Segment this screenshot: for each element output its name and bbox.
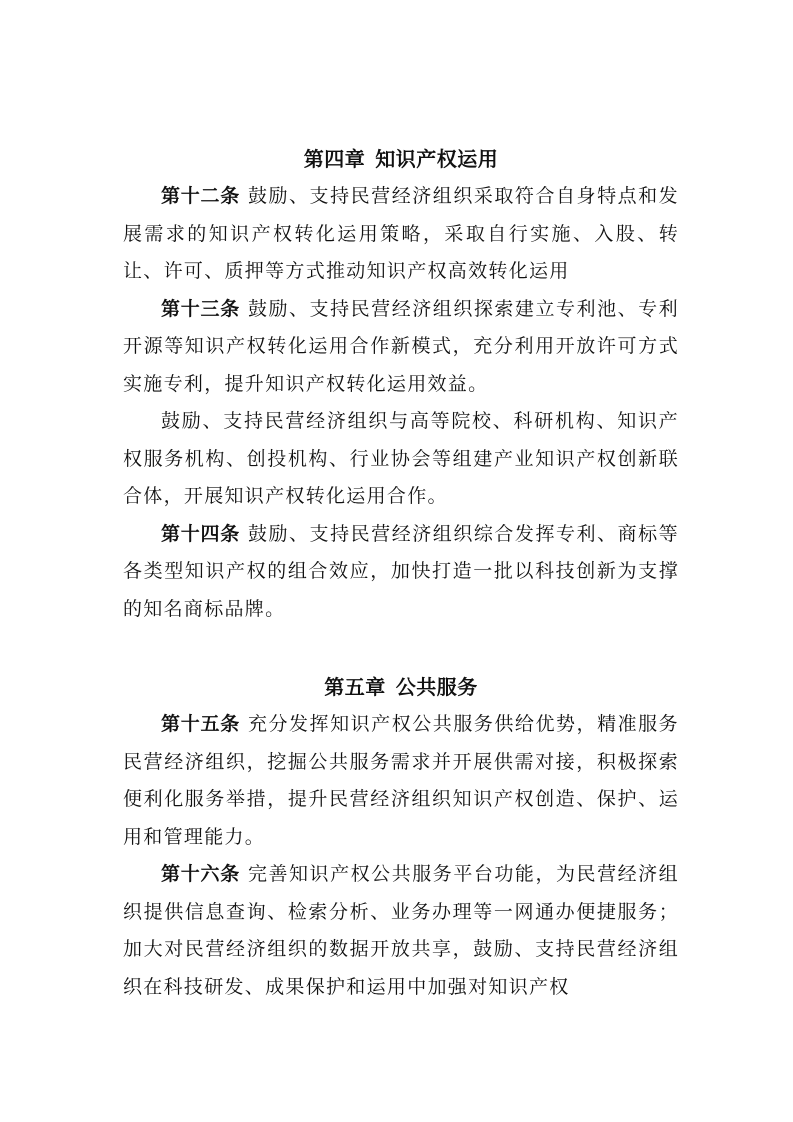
chapter-4-number: 第四章	[303, 147, 366, 171]
article-13-paragraph-2: 鼓励、支持民营经济组织与高等院校、科研机构、知识产权服务机构、创投机构、行业协会等组建产业知识产权创新联合体，开展知识产权转化运用合作。	[123, 410, 679, 507]
article-12	[123, 178, 679, 291]
document-body	[123, 140, 679, 1006]
article-13-number: 第十三条	[161, 297, 240, 320]
article-13-text: 鼓励、支持民营经济组织探索建立专利池、专利开源等知识产权转化运用合作新模式，充分利用开放许可方式实施专利，提升知识产权转化运用效益。	[123, 297, 679, 395]
chapter-5-number: 第五章	[324, 675, 386, 699]
chapter-5-title: 公共服务	[395, 675, 478, 699]
section-spacer	[123, 628, 679, 668]
chapter-5-heading	[123, 668, 679, 706]
article-15-text: 充分发挥知识产权公共服务供给优势，精准服务民营经济组织，挖掘公共服务需求并开展供需对接，积极探索便利化服务举措，提升民营经济组织知识产权创造、保护、运用和管理能力。	[123, 713, 679, 848]
article-15	[123, 706, 679, 856]
article-14-number: 第十四条	[161, 522, 240, 545]
article-16-number: 第十六条	[161, 863, 240, 885]
article-14-text: 鼓励、支持民营经济组织综合发挥专利、商标等各类型知识产权的组合效应，加快打造一批以科技创新为支撑的知名商标品牌。	[123, 522, 679, 620]
article-16	[123, 856, 679, 1006]
chapter-4-title: 知识产权运用	[375, 147, 499, 171]
article-16-text: 完善知识产权公共服务平台功能，为民营经济组织提供信息查询、检索分析、业务办理等一网通办便捷服务；加大对民营经济组织的数据开放共享，鼓励、支持民营经济组织在科技研发、成果保护和运用中加强对知识产权	[123, 863, 679, 998]
article-12-text: 鼓励、支持民营经济组织采取符合自身特点和发展需求的知识产权转化运用策略，采取自行实施、入股、转让、许可、质押等方式推动知识产权高效转化运用	[123, 185, 679, 282]
chapter-4-heading	[123, 140, 679, 178]
article-14	[123, 516, 679, 629]
article-13	[123, 291, 679, 404]
article-12-number: 第十二条	[161, 185, 240, 207]
article-15-number: 第十五条	[161, 713, 240, 735]
